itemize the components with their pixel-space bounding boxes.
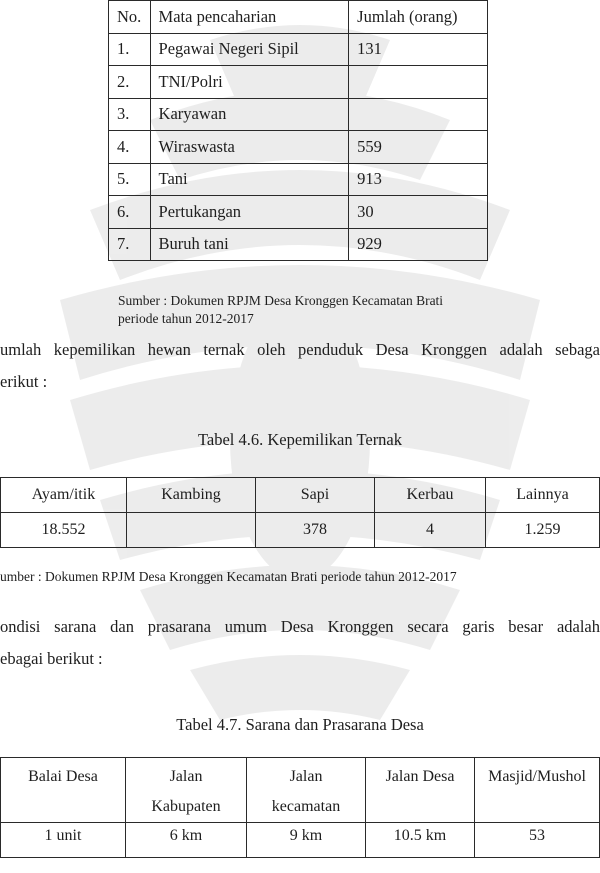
source-line: periode tahun 2012-2017 — [118, 311, 254, 326]
table-header-cell: Lainnya — [486, 478, 600, 513]
livelihood-table — [108, 0, 488, 261]
table1-source-note — [118, 292, 443, 328]
facilities-table — [0, 757, 600, 858]
table-cell: TNI/Polri — [150, 66, 349, 99]
header-line: Jalan — [289, 768, 323, 785]
paragraph-livestock — [0, 334, 600, 398]
table-cell: 131 — [349, 33, 488, 66]
table-cell: 30 — [349, 196, 488, 229]
table-cell — [349, 66, 488, 99]
table-cell: 10.5 km — [366, 823, 475, 858]
table-cell: 4. — [109, 131, 151, 164]
table-header-cell: Mata pencaharian — [150, 1, 349, 34]
table-cell: 53 — [475, 823, 600, 858]
table-cell: 6 km — [126, 823, 247, 858]
paragraph-line: erikut : — [0, 372, 48, 391]
header-line: Jalan — [169, 768, 203, 785]
table-row — [109, 98, 488, 131]
table-row — [109, 66, 488, 99]
table-header-cell: Ayam/itik — [1, 478, 127, 513]
table-row — [109, 131, 488, 164]
table3-caption: Tabel 4.7. Sarana dan Prasarana Desa — [176, 715, 424, 734]
table-row — [109, 33, 488, 66]
table-row — [1, 823, 600, 858]
table-header-cell: Kerbau — [375, 478, 486, 513]
paragraph-facilities — [0, 611, 600, 675]
table-cell: Pertukangan — [150, 196, 349, 229]
table-cell: 9 km — [247, 823, 366, 858]
table-cell — [349, 98, 488, 131]
table-cell: 1.259 — [486, 513, 600, 548]
table-cell: 1 unit — [1, 823, 126, 858]
source-line: Sumber : Dokumen RPJM Desa Kronggen Kecamatan Brati — [118, 293, 444, 308]
paragraph-line: ebagai berikut : — [0, 649, 103, 668]
table-header-cell — [247, 758, 366, 823]
table-cell: Pegawai Negeri Sipil — [150, 33, 349, 66]
table-header-row — [1, 758, 600, 823]
table-cell: Tani — [150, 163, 349, 196]
table-row — [1, 513, 600, 548]
table-cell: 3. — [109, 98, 151, 131]
table-cell: Wiraswasta — [150, 131, 349, 164]
table-cell: 929 — [349, 228, 488, 261]
table-header-cell — [126, 758, 247, 823]
table-header-cell: No. — [109, 1, 151, 34]
table2-caption: Tabel 4.6. Kepemilikan Ternak — [197, 430, 403, 449]
header-line: Kabupaten — [151, 798, 221, 815]
table-cell: 4 — [375, 513, 486, 548]
livestock-table — [0, 477, 600, 548]
table-cell: 378 — [256, 513, 375, 548]
table-header-row — [1, 478, 600, 513]
paragraph-line: ondisi sarana dan prasarana umum Desa Kronggen secara garis besar adalah — [0, 617, 600, 636]
table-cell: 1. — [109, 33, 151, 66]
header-line: Balai Desa — [28, 768, 98, 785]
table-row — [109, 163, 488, 196]
table-header-cell — [1, 758, 126, 823]
paragraph-line: umlah kepemilikan hewan ternak oleh penduduk Desa Kronggen adalah sebaga — [0, 340, 600, 359]
header-line: Jalan Desa — [385, 768, 455, 785]
table-cell: Buruh tani — [150, 228, 349, 261]
table-cell: 18.552 — [1, 513, 127, 548]
table-cell: 913 — [349, 163, 488, 196]
table-row — [109, 228, 488, 261]
table-cell — [127, 513, 256, 548]
table-header-cell: Sapi — [256, 478, 375, 513]
table-cell: 7. — [109, 228, 151, 261]
table-header-cell — [475, 758, 600, 823]
table-cell: Karyawan — [150, 98, 349, 131]
table-header-cell — [366, 758, 475, 823]
table-header-cell: Kambing — [127, 478, 256, 513]
table-cell: 6. — [109, 196, 151, 229]
table-cell: 559 — [349, 131, 488, 164]
table-header-cell: Jumlah (orang) — [349, 1, 488, 34]
table-cell: 5. — [109, 163, 151, 196]
table2-source-note: umber : Dokumen RPJM Desa Kronggen Kecamatan Brati periode tahun 2012-2017 — [0, 569, 457, 584]
header-line: Masjid/Mushol — [488, 768, 586, 785]
header-line: kecamatan — [271, 798, 341, 815]
table-row — [109, 196, 488, 229]
table-cell: 2. — [109, 66, 151, 99]
table-header-row — [109, 1, 488, 34]
